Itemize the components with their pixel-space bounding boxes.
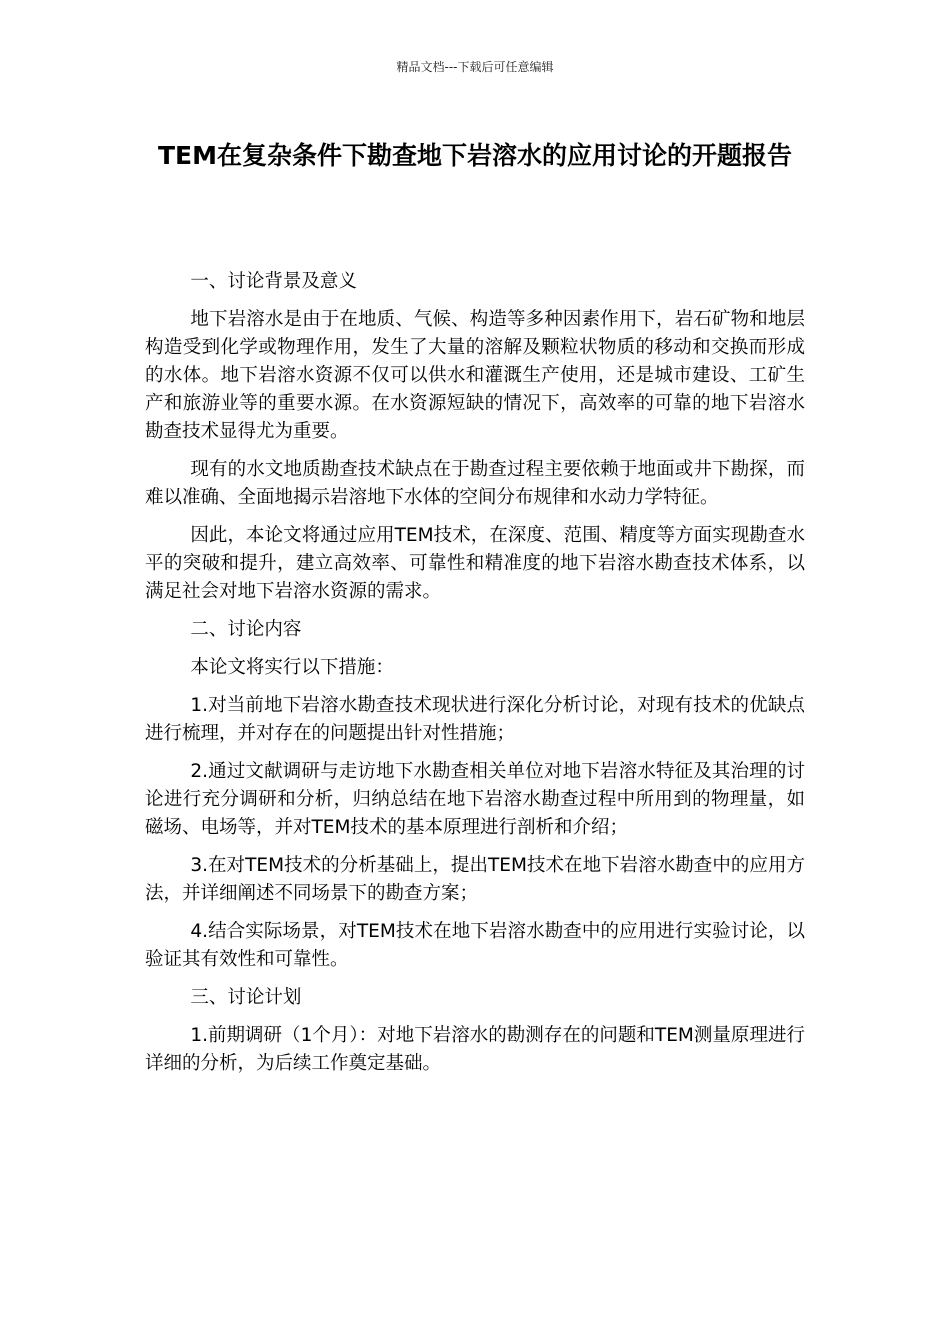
section-heading-background: 一、讨论背景及意义 bbox=[190, 271, 357, 292]
list-item-measure-4: 4.结合实际场景，对TEM技术在地下岩溶水勘查中的应用进行实验讨论，以验证其有效性和可靠性。 bbox=[145, 921, 805, 970]
paragraph-background-2: 现有的水文地质勘查技术缺点在于勘查过程主要依赖于地面或井下勘探，而难以准确、全面地揭示岩溶地下水体的空间分布规律和水动力学特征。 bbox=[145, 459, 805, 508]
section-heading-content: 二、讨论内容 bbox=[190, 619, 302, 640]
paragraph-background-1: 地下岩溶水是由于在地质、气候、构造等多种因素作用下，岩石矿物和地层构造受到化学或物理作用，发生了大量的溶解及颗粒状物质的移动和交换而形成的水体。地下岩溶水资源不仅可以供水和灌溉生产使用，还是城市建设、工矿生产和旅游业等的重要水源。在水资源短缺的情况下，高效率的可靠的地下岩溶水勘查技术显得尤为重要。 bbox=[145, 309, 805, 442]
paragraph-background-3: 因此，本论文将通过应用TEM技术，在深度、范围、精度等方面实现勘查水平的突破和提升，建立高效率、可靠性和精准度的地下岩溶水勘查技术体系，以满足社会对地下岩溶水资源的需求。 bbox=[145, 525, 805, 602]
list-item-measure-1: 1.对当前地下岩溶水勘查技术现状进行深化分析讨论，对现有技术的优缺点进行梳理，并对存在的问题提出针对性措施； bbox=[145, 695, 805, 744]
list-item-measure-2: 2.通过文献调研与走访地下水勘查相关单位对地下岩溶水特征及其治理的讨论进行充分调研和分析，归纳总结在地下岩溶水勘查过程中所用到的物理量，如磁场、电场等，并对TEM技术的基本原理进行剖析和介绍； bbox=[145, 761, 805, 838]
paragraph-measures-intro: 本论文将实行以下措施： bbox=[190, 657, 394, 678]
document-title: TEM在复杂条件下勘查地下岩溶水的应用讨论的开题报告 bbox=[157, 141, 792, 170]
list-item-plan-1: 1.前期调研（1个月）：对地下岩溶水的勘测存在的问题和TEM测量原理进行详细的分析，为后续工作奠定基础。 bbox=[145, 1025, 805, 1074]
list-item-measure-3: 3.在对TEM技术的分析基础上，提出TEM技术在地下岩溶水勘查中的应用方法，并详细阐述不同场景下的勘查方案； bbox=[145, 855, 805, 904]
document-body bbox=[145, 268, 805, 1088]
section-heading-plan: 三、讨论计划 bbox=[190, 987, 302, 1008]
header-note: 精品文档---下载后可任意编辑 bbox=[396, 60, 554, 74]
